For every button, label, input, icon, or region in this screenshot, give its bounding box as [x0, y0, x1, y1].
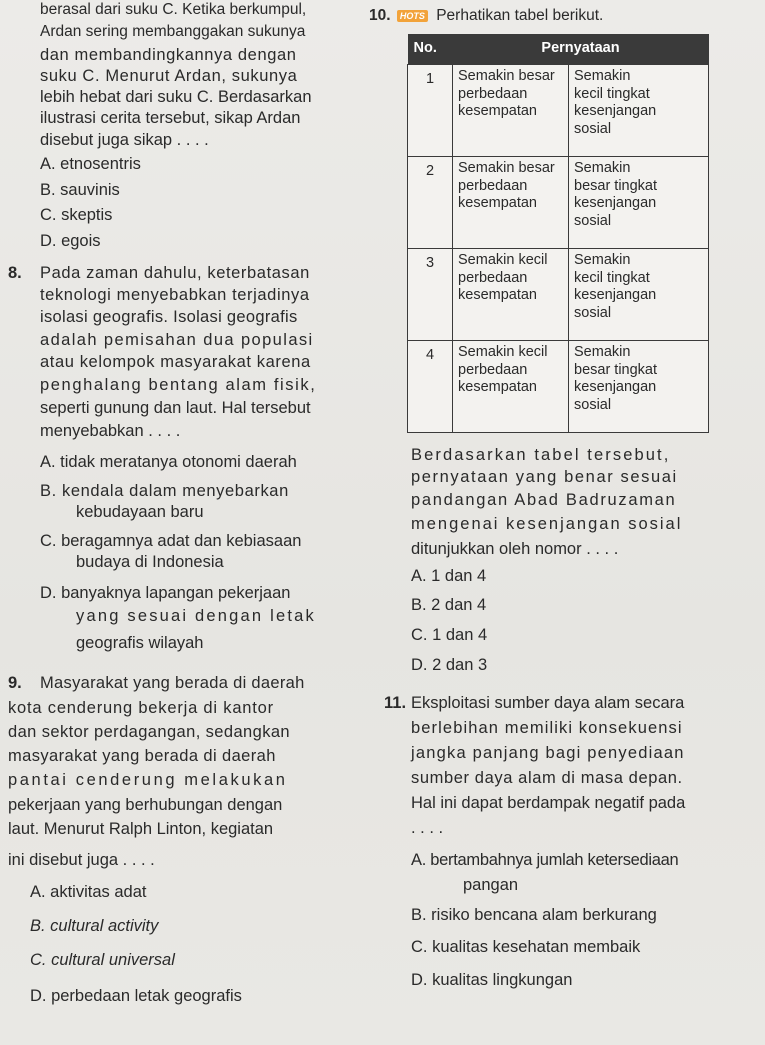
statement-line: kesempatan	[458, 287, 537, 303]
hots-badge: HOTS	[397, 10, 428, 22]
q7-line: dan membandingkannya dengan	[40, 46, 297, 64]
statement-opportunity	[453, 157, 569, 249]
q11-line: sumber daya alam di masa depan.	[411, 769, 683, 787]
statement-line: kecil tingkat	[574, 85, 650, 102]
statement-line: perbedaan	[458, 361, 528, 378]
statement-line: kecil tingkat	[574, 269, 650, 286]
q8-line: penghalang bentang alam fisik,	[40, 376, 317, 394]
q10-line: pandangan Abad Badruzaman	[411, 491, 677, 509]
q11-option-a[interactable]: A. bertambahnya jumlah ketersediaan	[411, 851, 679, 869]
row-number: 2	[408, 157, 453, 249]
q8-option-a[interactable]: A. tidak meratanya otonomi daerah	[40, 453, 297, 471]
statement-table	[407, 34, 709, 433]
statement-line: kesenjangan	[574, 287, 657, 303]
row-number: 3	[408, 249, 453, 341]
q9-option-c[interactable]: C. cultural universal	[30, 951, 175, 969]
q11-option-a-cont: pangan	[463, 876, 519, 894]
q11-option-c[interactable]: C. kualitas kesehatan membaik	[411, 938, 641, 956]
statement-line: Semakin	[574, 160, 631, 176]
q10-option-d[interactable]: D. 2 dan 3	[411, 656, 488, 674]
statement-line: Semakin besar	[458, 68, 555, 84]
q11-line: jangka panjang bagi penyediaan	[411, 744, 685, 762]
q10-line: ditunjukkan oleh nomor . . . .	[411, 540, 619, 558]
q9-line: laut. Menurut Ralph Linton, kegiatan	[8, 820, 274, 838]
q8-line: menyebabkan . . . .	[40, 422, 181, 440]
statement-inequality	[569, 157, 709, 249]
statement-inequality	[569, 249, 709, 341]
table-row	[408, 249, 709, 341]
statement-inequality	[569, 341, 709, 433]
statement-line: Semakin	[574, 252, 631, 268]
q9-line: kota cenderung bekerja di kantor	[8, 699, 274, 717]
row-number: 1	[408, 65, 453, 157]
q9-option-d[interactable]: D. perbedaan letak geografis	[30, 987, 242, 1005]
statement-line: besar tingkat	[574, 177, 658, 194]
q7-line: ilustrasi cerita tersebut, sikap Ardan	[40, 109, 301, 127]
q8-option-b[interactable]: B. kendala dalam menyebarkan	[40, 482, 289, 500]
statement-line: Semakin	[574, 68, 631, 84]
statement-line: kesempatan	[458, 103, 537, 119]
q11-line: Eksploitasi sumber daya alam secara	[411, 694, 685, 712]
q8-number: 8.	[8, 264, 22, 282]
statement-line: sosial	[574, 120, 612, 137]
q7-line: lebih hebat dari suku C. Berdasarkan	[40, 88, 312, 106]
q7-option-c[interactable]: C. skeptis	[40, 206, 113, 224]
statement-line: perbedaan	[458, 85, 528, 102]
q10-option-a[interactable]: A. 1 dan 4	[411, 567, 487, 585]
q9-line: pantai cenderung melakukan	[8, 771, 288, 789]
q7-option-a[interactable]: A. etnosentris	[40, 155, 141, 173]
q8-line: atau kelompok masyarakat karena	[40, 353, 311, 371]
statement-line: sosial	[574, 396, 612, 413]
q8-option-d-cont: geografis wilayah	[76, 634, 204, 652]
table-header-statement: Pernyataan	[453, 34, 709, 65]
q11-line: berlebihan memiliki konsekuensi	[411, 719, 683, 737]
table-row	[408, 157, 709, 249]
q9-line: pekerjaan yang berhubungan dengan	[8, 796, 283, 814]
statement-line: sosial	[574, 212, 612, 229]
q7-line: berasal dari suku C. Ketika berkumpul,	[40, 1, 307, 18]
q8-line: Pada zaman dahulu, keterbatasan	[40, 264, 310, 282]
statement-opportunity	[453, 341, 569, 433]
q10-option-b[interactable]: B. 2 dan 4	[411, 596, 487, 614]
statement-line: Semakin	[574, 344, 631, 360]
row-number: 4	[408, 341, 453, 433]
q7-line: disebut juga sikap . . . .	[40, 131, 209, 149]
table-row	[408, 65, 709, 157]
statement-line: perbedaan	[458, 177, 528, 194]
statement-opportunity	[453, 249, 569, 341]
statement-line: kesenjangan	[574, 103, 657, 119]
q10-title: Perhatikan tabel berikut.	[436, 7, 604, 24]
q9-line: dan sektor perdagangan, sedangkan	[8, 723, 290, 741]
q11-option-b[interactable]: B. risiko bencana alam berkurang	[411, 906, 657, 924]
q10-number: 10.	[369, 7, 391, 24]
statement-line: perbedaan	[458, 269, 528, 286]
statement-line: besar tingkat	[574, 361, 658, 378]
statement-inequality	[569, 65, 709, 157]
q7-option-d[interactable]: D. egois	[40, 232, 101, 250]
q10-option-c[interactable]: C. 1 dan 4	[411, 626, 488, 644]
q10-line: mengenai kesenjangan sosial	[411, 515, 683, 533]
q11-option-d[interactable]: D. kualitas lingkungan	[411, 971, 573, 989]
q9-line: Masyarakat yang berada di daerah	[40, 674, 305, 692]
statement-line: kesempatan	[458, 195, 537, 211]
q8-option-c-cont: budaya di Indonesia	[76, 553, 224, 571]
q11-line: . . . .	[411, 819, 444, 837]
q11-number: 11.	[384, 694, 407, 712]
q7-line: suku C. Menurut Ardan, sukunya	[40, 67, 298, 85]
table-row	[408, 341, 709, 433]
q8-option-d-cont: yang sesuai dengan letak	[76, 607, 316, 625]
q8-line: isolasi geografis. Isolasi geografis	[40, 308, 298, 326]
statement-line: Semakin kecil	[458, 344, 548, 360]
q10-line: Berdasarkan tabel tersebut,	[411, 446, 671, 464]
q8-option-d[interactable]: D. banyaknya lapangan pekerjaan	[40, 584, 291, 602]
statement-line: kesenjangan	[574, 195, 657, 211]
statement-opportunity	[453, 65, 569, 157]
q9-line: masyarakat yang berada di daerah	[8, 747, 276, 765]
q10-line: pernyataan yang benar sesuai	[411, 468, 678, 486]
q9-line: ini disebut juga . . . .	[8, 851, 155, 869]
q8-option-c[interactable]: C. beragamnya adat dan kebiasaan	[40, 532, 302, 550]
statement-line: Semakin kecil	[458, 252, 548, 268]
q7-option-b[interactable]: B. sauvinis	[40, 181, 120, 199]
q9-number: 9.	[8, 674, 22, 692]
q8-option-b-cont: kebudayaan baru	[76, 503, 204, 521]
q7-line: Ardan sering membanggakan sukunya	[40, 23, 306, 40]
q9-option-b[interactable]: B. cultural activity	[30, 917, 159, 935]
q11-line: Hal ini dapat berdampak negatif pada	[411, 794, 686, 812]
statement-line: sosial	[574, 304, 612, 321]
q10-header	[369, 6, 603, 26]
q8-line: teknologi menyebabkan terjadinya	[40, 286, 310, 304]
statement-line: kesenjangan	[574, 379, 657, 395]
q8-line: seperti gunung dan laut. Hal tersebut	[40, 399, 311, 417]
statement-line: kesempatan	[458, 379, 537, 395]
table-header-no: No.	[408, 34, 453, 65]
q8-line: adalah pemisahan dua populasi	[40, 331, 314, 349]
statement-line: Semakin besar	[458, 160, 555, 176]
q9-option-a[interactable]: A. aktivitas adat	[30, 883, 147, 901]
